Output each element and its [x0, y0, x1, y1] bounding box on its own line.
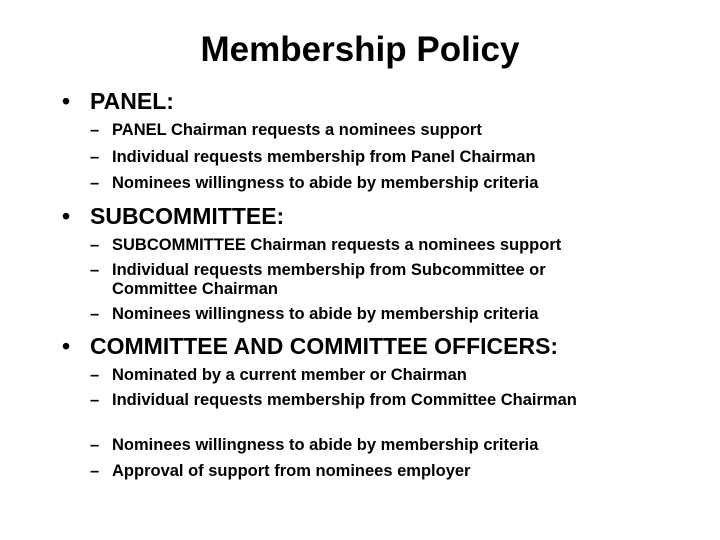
sub-item [90, 305, 712, 324]
slide-title: Membership Policy [200, 30, 520, 69]
bullet-icon: • [62, 203, 71, 229]
dash-icon: – [90, 148, 100, 166]
sub-item [90, 148, 712, 167]
section-heading [62, 333, 559, 360]
item-text: SUBCOMMITTEE Chairman requests a nominees support [112, 236, 562, 254]
sub-item [90, 236, 712, 255]
dash-icon: – [90, 366, 100, 384]
dash-icon: – [90, 436, 100, 454]
item-text: Individual requests membership from Committee Chairman [112, 391, 577, 409]
dash-icon: – [90, 121, 100, 139]
item-text: Nominees willingness to abide by membership criteria [112, 436, 539, 454]
sub-item [90, 366, 712, 385]
item-text: Nominees willingness to abide by membership criteria [112, 174, 539, 192]
dash-icon: – [90, 391, 100, 409]
item-text: Nominated by a current member or Chairman [112, 366, 467, 384]
sub-item [90, 174, 712, 193]
item-text: PANEL Chairman requests a nominees support [112, 121, 482, 139]
item-text: Individual requests membership from Subcommittee or Committee Chairman [112, 261, 546, 298]
item-text: Approval of support from nominees employer [112, 462, 471, 480]
item-text: Individual requests membership from Panel Chairman [112, 148, 536, 166]
section-heading [62, 203, 285, 230]
sub-item [90, 462, 712, 481]
heading-text: SUBCOMMITTEE: [90, 203, 285, 229]
heading-text: PANEL: [90, 88, 174, 114]
bullet-icon: • [62, 88, 71, 114]
heading-text: COMMITTEE AND COMMITTEE OFFICERS: [90, 333, 559, 359]
dash-icon: – [90, 462, 100, 480]
dash-icon: – [90, 236, 100, 254]
sub-item [90, 261, 602, 299]
item-text: Nominees willingness to abide by membership criteria [112, 305, 539, 323]
dash-icon: – [90, 305, 100, 323]
dash-icon: – [90, 174, 100, 192]
sub-item [90, 121, 712, 140]
bullet-icon: • [62, 333, 71, 359]
section-heading [62, 88, 174, 115]
sub-item [90, 391, 712, 410]
sub-item [90, 436, 712, 455]
dash-icon: – [90, 261, 100, 279]
